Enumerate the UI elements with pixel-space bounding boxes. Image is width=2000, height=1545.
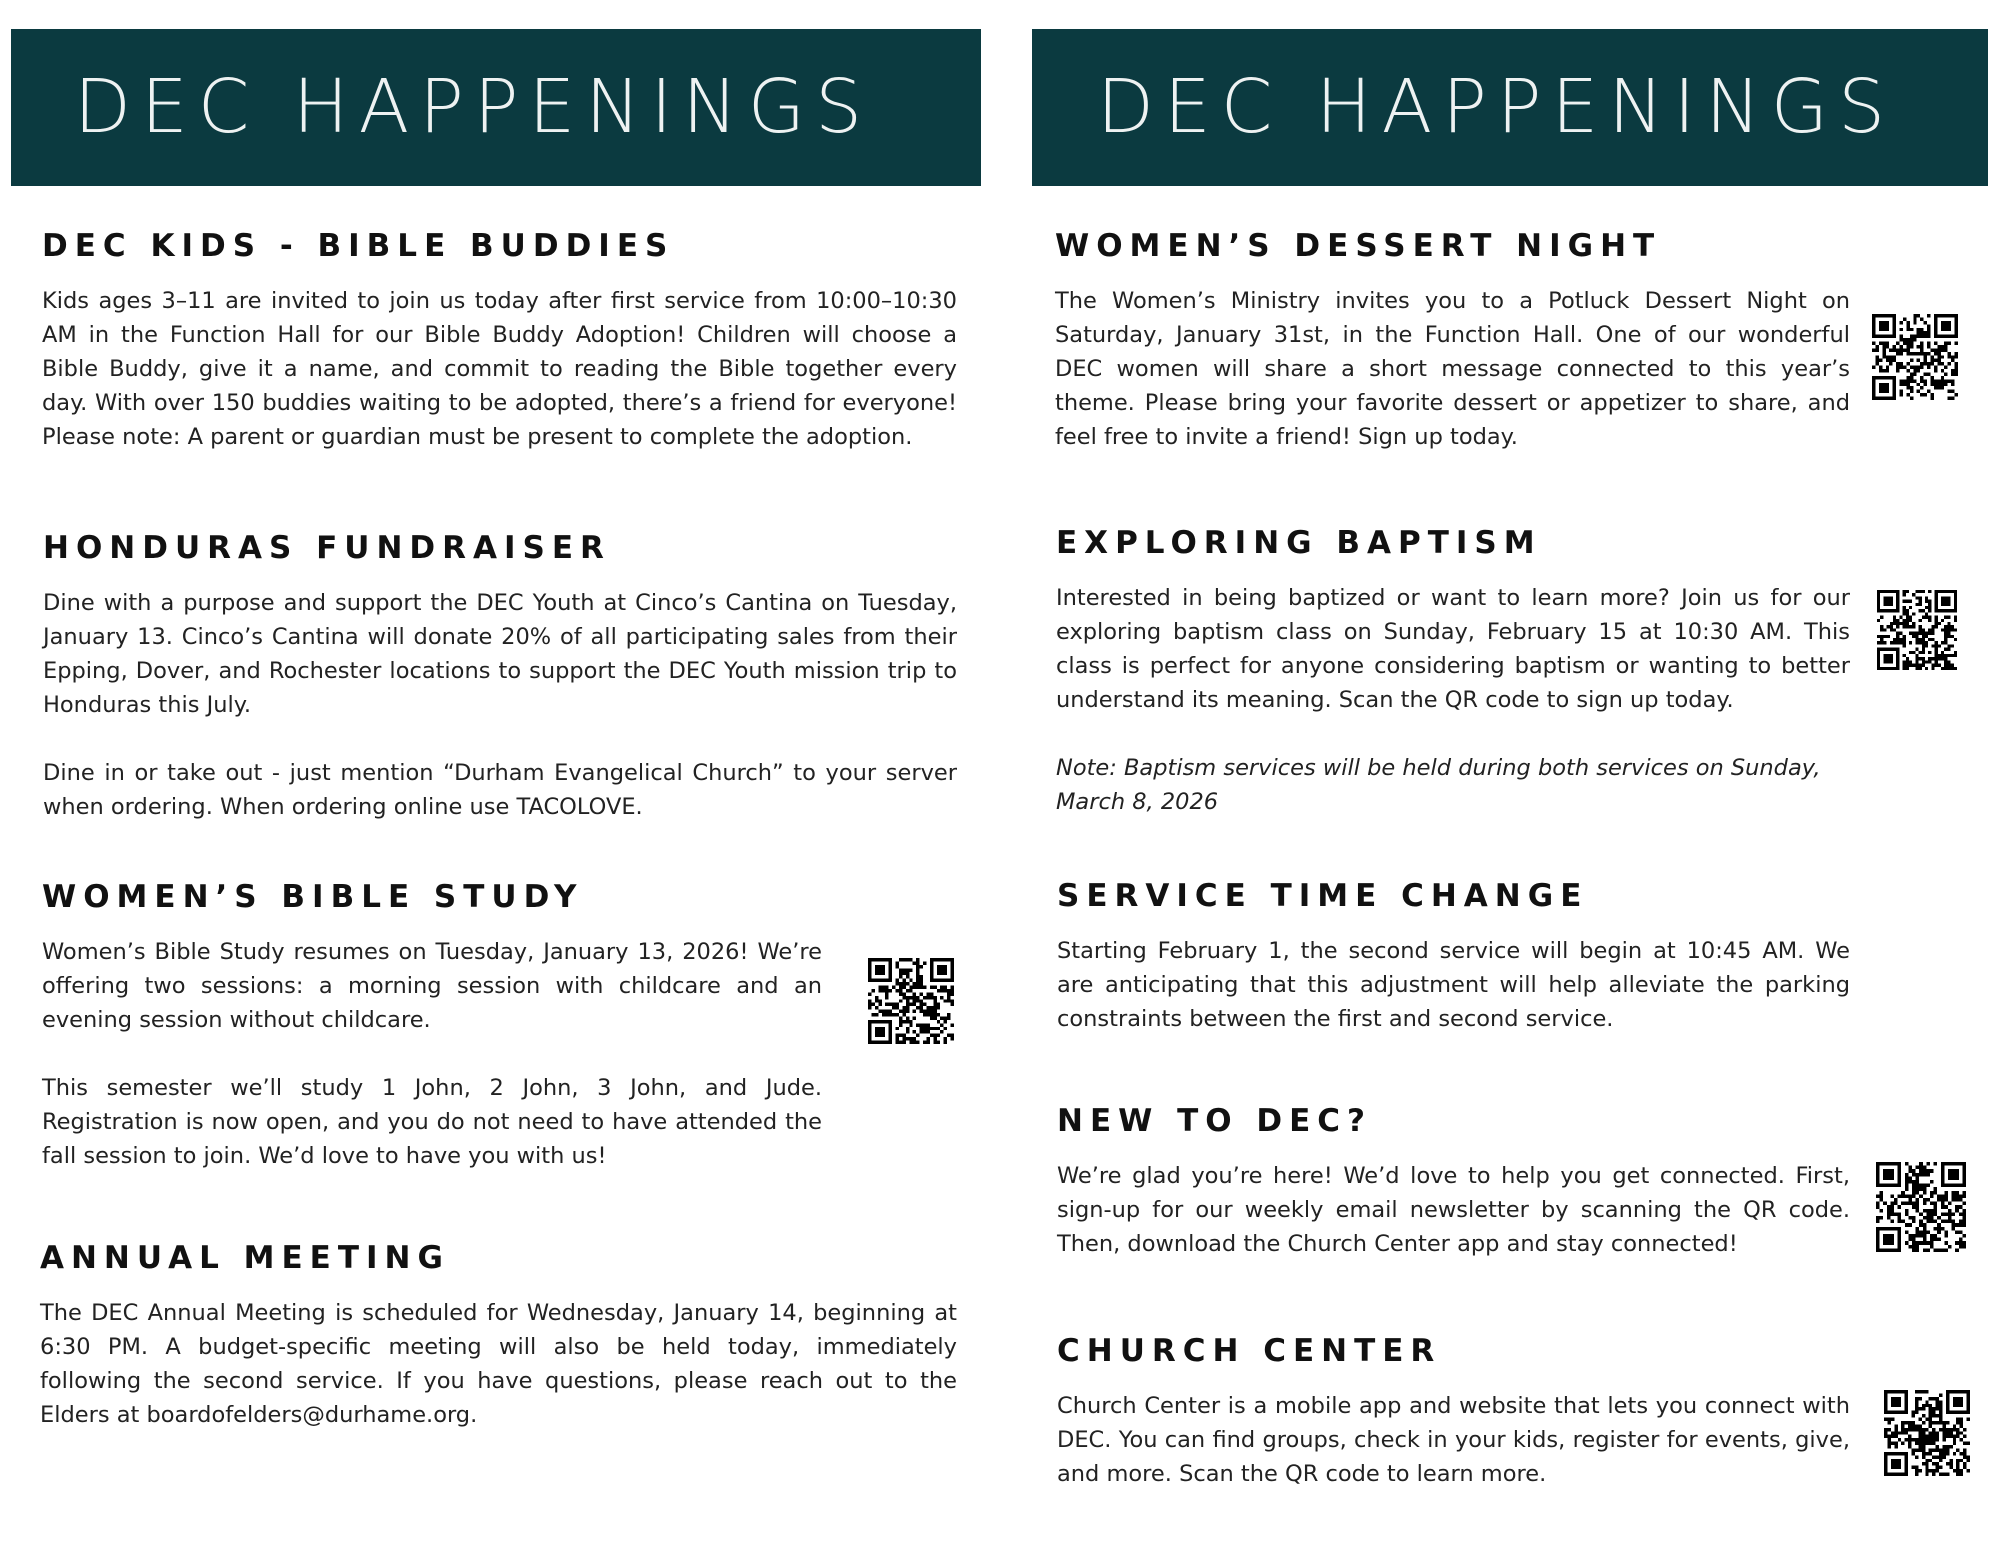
- church-center-heading: CHURCH CENTER: [1057, 1333, 1442, 1369]
- baptism-heading: EXPLORING BAPTISM: [1056, 525, 1542, 561]
- right-banner-title: DEC HAPPENINGS: [1097, 64, 1896, 150]
- dessert-section: [1055, 226, 1850, 454]
- qr-code-dessert[interactable]: [1872, 314, 1958, 400]
- right-banner: [1032, 29, 1988, 186]
- qr-code-newsletter[interactable]: [1876, 1162, 1966, 1252]
- honduras-body-1: Dine with a purpose and support the DEC Youth at Cinco’s Cantina on Tuesday, January 13. Cinco’s Cantina will donate 20% of all participating sales from their Epping, Dover, and Rochester locations to support the DEC Youth mission trip to Honduras this July.: [43, 590, 957, 718]
- service-time-heading: SERVICE TIME CHANGE: [1057, 878, 1589, 914]
- service-time-body: Starting February 1, the second service will begin at 10:45 AM. We are anticipating that this adjustment will help alleviate the parking constraints between the first and second service.: [1057, 938, 1850, 1032]
- church-center-body: Church Center is a mobile app and website that lets you connect with DEC. You can find groups, check in your kids, register for events, give, and more. Scan the QR code to learn more.: [1057, 1393, 1850, 1487]
- left-banner-title: DEC HAPPENINGS: [74, 64, 873, 150]
- kids-body: Kids ages 3–11 are invited to join us today after first service from 10:00–10:30 AM in the Function Hall for our Bible Buddy Adoption! Children will choose a Bible Buddy, give it a name, and commit to reading the Bible together every day. With over 150 buddies waiting to be adopted, there’s a friend for everyone! Please note: A parent or guardian must be present to complete the adoption.: [42, 288, 957, 450]
- service-time-section: [1057, 876, 1850, 1036]
- womens-study-body-1: Women’s Bible Study resumes on Tuesday, January 13, 2026! We’re offering two sessions: a morning session with childcare and an evening session without childcare.: [42, 939, 822, 1033]
- womens-study-section: [42, 877, 822, 1173]
- annual-heading: ANNUAL MEETING: [40, 1240, 450, 1276]
- honduras-heading: HONDURAS FUNDRAISER: [43, 530, 611, 566]
- new-to-dec-section: [1057, 1101, 1850, 1261]
- qr-code-icon: [1884, 1390, 1970, 1476]
- qr-code-womens-study[interactable]: [868, 958, 954, 1044]
- womens-study-heading: WOMEN’S BIBLE STUDY: [42, 879, 584, 915]
- qr-code-icon: [1876, 1162, 1966, 1252]
- kids-section: [42, 226, 957, 454]
- new-to-dec-heading: NEW TO DEC?: [1057, 1103, 1373, 1139]
- new-to-dec-body: We’re glad you’re here! We’d love to help you get connected. First, sign-up for our weekly email newsletter by scanning the QR code. Then, download the Church Center app and stay connected!: [1057, 1163, 1850, 1257]
- dessert-body: The Women’s Ministry invites you to a Potluck Dessert Night on Saturday, January 31st, in the Function Hall. One of our wonderful DEC women will share a short message connected to this year’s theme. Please bring your favorite dessert or appetizer to share, and feel free to invite a friend! Sign up today.: [1055, 288, 1850, 450]
- annual-section: [40, 1238, 957, 1432]
- baptism-body: Interested in being baptized or want to learn more? Join us for our exploring baptism class on Sunday, February 15 at 10:30 AM. This class is perfect for anyone considering baptism or wanting to better understand its meaning. Scan the QR code to sign up today.: [1056, 585, 1850, 713]
- left-banner: [11, 29, 981, 186]
- womens-study-body-2: This semester we’ll study 1 John, 2 John, 3 John, and Jude. Registration is now open, and you do not need to have attended the fall session to join. We’d love to have you with us!: [42, 1075, 822, 1169]
- annual-body: The DEC Annual Meeting is scheduled for Wednesday, January 14, beginning at 6:30 PM. A budget-specific meeting will also be held today, immediately following the second service. If you have questions, please reach out to the Elders at boardofelders@durhame.org.: [40, 1300, 957, 1428]
- qr-code-church-center[interactable]: [1884, 1390, 1970, 1476]
- dessert-heading: WOMEN’S DESSERT NIGHT: [1055, 228, 1662, 264]
- qr-code-icon: [1877, 590, 1957, 670]
- qr-code-icon: [868, 958, 954, 1044]
- honduras-section: [43, 528, 957, 824]
- qr-code-icon: [1872, 314, 1958, 400]
- kids-heading: DEC KIDS - BIBLE BUDDIES: [42, 228, 675, 264]
- qr-code-baptism[interactable]: [1877, 590, 1957, 670]
- baptism-note: Note: Baptism services will be held during both services on Sunday, March 8, 2026: [1056, 755, 1821, 815]
- baptism-section: [1056, 523, 1850, 819]
- honduras-body-2: Dine in or take out - just mention “Durham Evangelical Church” to your server when ordering. When ordering online use TACOLOVE.: [43, 760, 957, 820]
- church-center-section: [1057, 1331, 1850, 1491]
